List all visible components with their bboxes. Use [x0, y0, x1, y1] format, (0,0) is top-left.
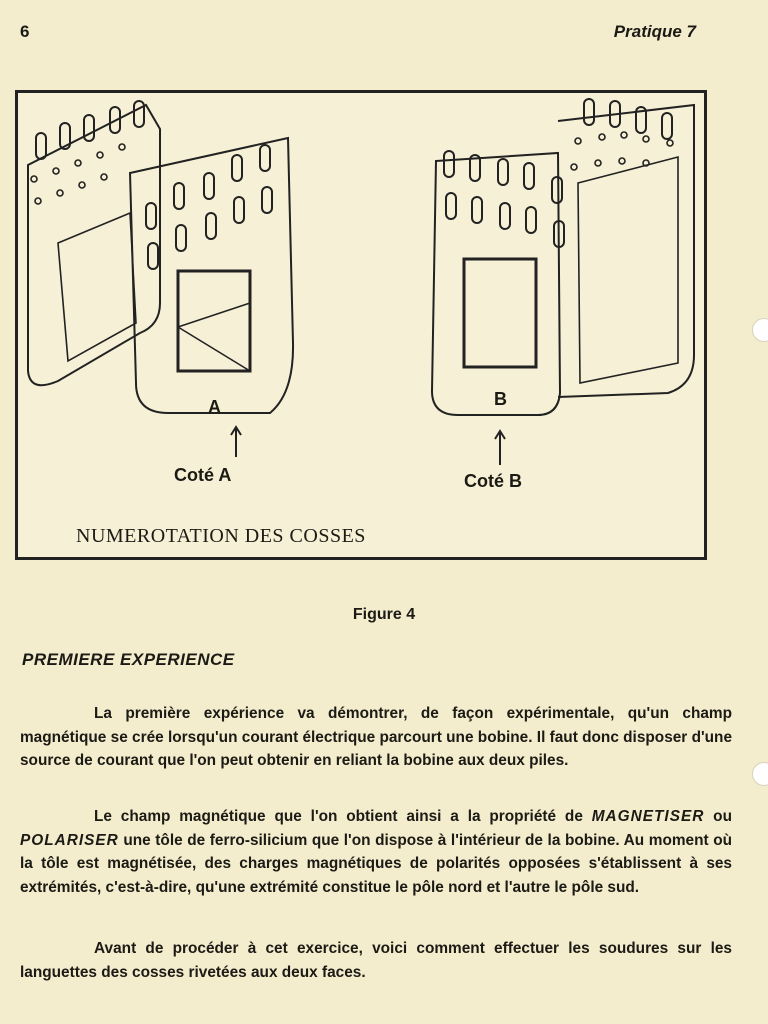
coil-a-lugs: [36, 101, 272, 269]
page-number: 6: [20, 22, 30, 41]
figure-frame: [15, 90, 707, 560]
punch-hole-lower: [752, 762, 768, 786]
paragraph-2-term-magnetiser: MAGNETISER: [591, 808, 705, 825]
paragraph-2-text-a: Le champ magnétique que l'on obtient ainsi a la propriété de: [94, 808, 592, 825]
coil-b-rivets: [571, 132, 673, 170]
paragraph-2-text-c: une tôle de ferro-silicium que l'on dispose à l'intérieur de la bobine. Au moment où la tôle est magnétisée, des charges magnétiques de polarités opposées s'établissent à ses extrémités, c'est-à-dire, qu'une extrémité constitue le pôle nord et l'autre le pôle sud.: [20, 831, 732, 896]
paragraph-1: La première expérience va démontrer, de façon expérimentale, qu'un champ magnétique se crée lorsqu'un courant électrique parcourt une bobine. Il faut donc disposer d'une source de courant que l'on peut obtenir en reliant la bobine aux deux piles.: [20, 705, 732, 769]
coil-b-window: [464, 259, 536, 367]
coil-a-side-flange: [58, 213, 136, 361]
figure-title: NUMEROTATION DES COSSES: [76, 525, 366, 547]
paragraph-2: [20, 805, 732, 899]
side-b-letter: B: [494, 389, 507, 409]
side-a-label: Coté A: [174, 465, 232, 485]
side-a-letter: A: [208, 397, 221, 417]
coil-illustration: [18, 93, 704, 557]
paragraph-2-term-polariser: POLARISER: [20, 831, 119, 849]
paragraph-2-text-b: ou: [704, 808, 732, 825]
punch-hole-upper: [752, 318, 768, 342]
coil-a-back-plate: [28, 105, 160, 385]
series-title: Pratique 7: [613, 22, 696, 41]
figure-caption: Figure 4: [352, 606, 416, 623]
side-b-label: Coté B: [464, 471, 522, 491]
coil-a-window: [178, 271, 250, 371]
coil-b-side-flange: [578, 157, 678, 383]
section-heading: PREMIERE EXPERIENCE: [22, 650, 235, 669]
paragraph-3: Avant de procéder à cet exercice, voici comment effectuer les soudures sur les languettes des cosses rivetées aux deux faces.: [20, 940, 732, 981]
